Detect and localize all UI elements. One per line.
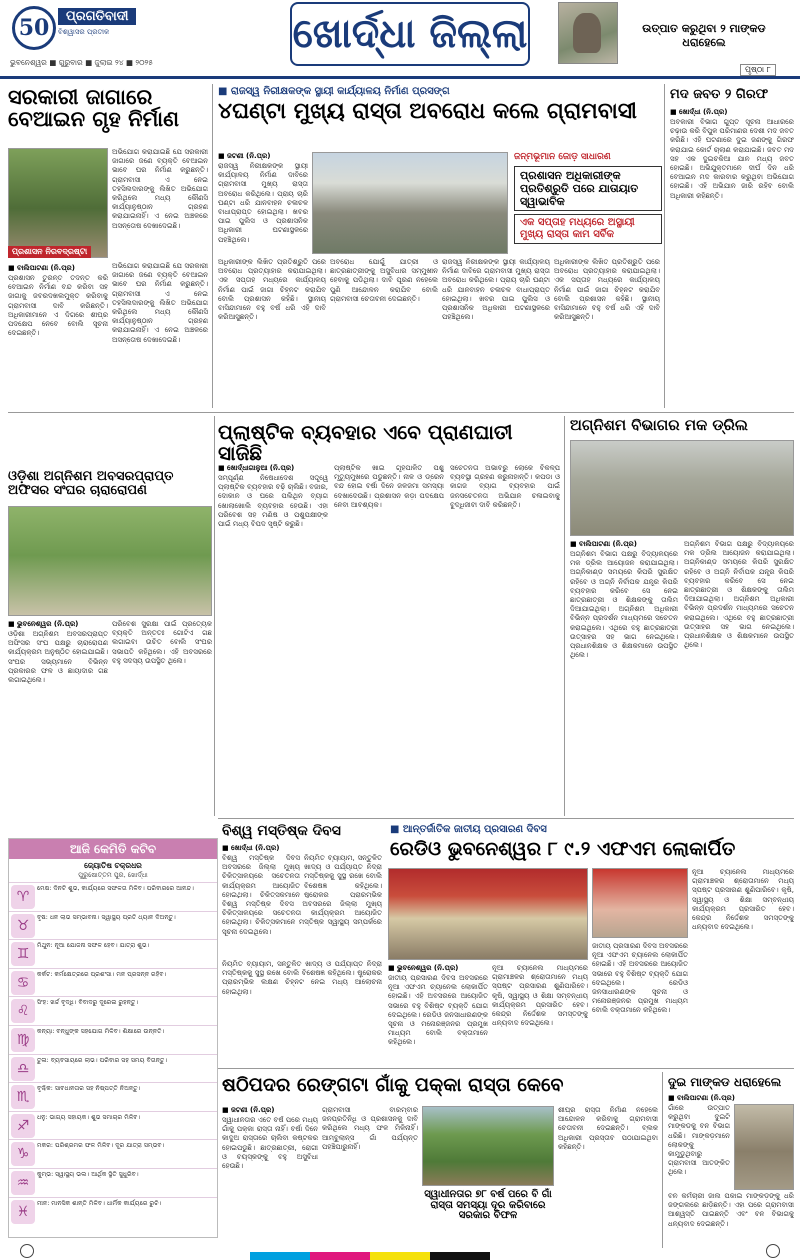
photo-fire-drill [570,440,794,536]
photo-radio-speaker [592,868,688,938]
body-radio-c: ଜାତୀୟ ପ୍ରସାରଣ ଦିବସ ଅବସରରେ ନୂଆ ଏଫଏମ ଚ୍ୟାନେଲ ଲୋକାର୍ପିତ ହୋଇଛି। ଏହି ଅବସରରେ ଆୟୋଜିତ ସଭାରେ ବହୁ ବିଶିଷ୍ଟ ବ୍ୟକ୍ତି ଯୋଗ ଦେଇଥିଲେ। ରେଡିଓ ଜନସାଧାରଣଙ୍କ ସୂଚନା ଓ ମନୋରଞ୍ଜନର ପ୍ରମୁଖ ମାଧ୍ୟମ ବୋଲି ବକ୍ତାମାନେ କହିଥିଲେ। [592,942,688,1015]
body-radio-b: ନୂଆ ଚ୍ୟାନେଲ ମାଧ୍ୟମରେ ଗ୍ରାମାଞ୍ଚଳର ଶ୍ରୋତାମାନେ ମଧ୍ୟ ସ୍ପଷ୍ଟ ପ୍ରସାରଣ ଶୁଣିପାରିବେ। କୃଷି, ସ୍ୱାସ୍ଥ୍ୟ ଓ ଶିକ୍ଷା ସମ୍ବନ୍ଧୀୟ କାର୍ଯ୍ୟକ୍ରମ ପ୍ରସାରିତ ହେବ। କେନ୍ଦ୍ର ନିର୍ଦ୍ଦେଶକ ସମସ୍ତଙ୍କୁ ଧନ୍ୟବାଦ ଦେଇଥିଲେ। [492,964,588,1028]
headline-liquor: ମଦ ଜବତ ୨ ଗିରଫ [670,87,769,102]
dateline-liquor: ■ ଖୋର୍ଦ୍ଧା (ନି.ପ୍ର) [670,108,728,116]
horoscope-list [9,882,217,1225]
caption-illegal-house: ପ୍ରଶାସନ ନିରବଦ୍ରଷ୍ଟା [8,246,91,258]
zodiac-sign-icon: ♊ [11,942,35,966]
zodiac-sign-icon: ♎ [11,1057,35,1081]
horoscope-text: ଧନୁ: ଭାଗ୍ୟ ସହାୟକ। ଶୁଭ ସମାଚାର ମିଳିବ। [37,1113,141,1121]
horoscope-text: କୁମ୍ଭ: ସ୍ୱାସ୍ଥ୍ୟ ଭଲ। ଆର୍ଥିକ ସ୍ଥିତି ସୁଧୁରିବ। [37,1170,139,1178]
print-strip-yellow [370,1252,430,1260]
caption-village-road: ସ୍ୱାଧୀନତାର ୭୮ ବର୍ଷ ପରେ ବି ଗାଁ ରାସ୍ତା ସମସ୍ୟା ଦୂର କରିବାରେ ସରକାର ବିଫଳ [424,1189,552,1221]
photo-road-blockade [312,152,508,254]
horoscope-item [9,996,217,1025]
masthead-rule [0,76,800,79]
print-strip-magenta [310,1252,370,1260]
section-divider [8,412,794,413]
body-village-road-a: ସ୍ୱାଧୀନତାର ଏତେ ବର୍ଷ ପରେ ମଧ୍ୟ ଗାଁକୁ ପକ୍କା ରାସ୍ତା ନାହିଁ। ବର୍ଷା ଦିନେ କାଦୁଅ ରାସ୍ତାରେ ଚାଲିବା କଷ୍ଟକର ହୋଇପଡୁଛି। ଛାତ୍ରଛାତ୍ରୀ, ରୋଗୀ ଓ ବୟସ୍କଙ୍କୁ ବହୁ ଅସୁବିଧା ହେଉଛି। [222,1116,318,1171]
zodiac-sign-icon: ♋ [11,971,35,995]
body-plastic-b: ପ୍ଲାଷ୍ଟିକ ଖାଇ ଗୃହପାଳିତ ପଶୁ ମୃତ୍ୟୁମୁଖରେ ପଡୁଛନ୍ତି। ନାଳ ଓ ଡ୍ରେନ ବନ୍ଦ ହୋଇ ବର୍ଷା ଦିନେ ଜଳଜମା ସମସ୍ୟା ଦେଖାଦେଉଛି। ପ୍ରଶାସନ କଡ଼ା ପଦକ୍ଷେପ ନେବା ଆବଶ୍ୟକ। [334,464,444,509]
body-village-road-b: ଗ୍ରାମବାସୀ ବାରମ୍ବାର ଜନପ୍ରତିନିଧି ଓ ପ୍ରଶାସନକୁ ଦାବି କରିଥିଲେ ମଧ୍ୟ ଫଳ ମିଳିନାହିଁ। ଆମ୍ବୁଲାନ୍ସ ଗାଁ ପର୍ଯ୍ୟନ୍ତ ପହଞ୍ଚିପାରୁନାହିଁ। [322,1106,418,1151]
dateline-plastic: ■ ଖୋର୍ଦ୍ଧାଗାଳୁଆ (ନି.ପ୍ର) [218,464,295,472]
body-fire-drill-a: ଅଗ୍ନିଶମ ବିଭାଗ ପକ୍ଷରୁ ବିଦ୍ୟାଳୟରେ ମକ ଡ୍ରିଲ ଆୟୋଜନ କରାଯାଇଥିଲା। ଅଗ୍ନିକାଣ୍ଡ ସମୟରେ କିପରି ସୁରକ୍ଷିତ ରହିବେ ଓ ଅଗ୍ନି ନିର୍ବାପକ ଯନ୍ତ୍ର କିପରି ବ୍ୟବହାର କରିବେ ସେ ନେଇ ଛାତ୍ରଛାତ୍ରୀ ଓ ଶିକ୍ଷକଙ୍କୁ ତାଲିମ ଦିଆଯାଇଥିଲା। ଅଗ୍ନିଶମ ଅଧିକାରୀ ବିଭିନ୍ନ ପ୍ରଦର୍ଶନ ମାଧ୍ୟମରେ ସଚେତନ କରାଇଥିଲେ। ଏଥିରେ ବହୁ ଛାତ୍ରଛାତ୍ରୀ ଉତ୍ସାହର ସହ ଭାଗ ନେଇଥିଲେ। ପ୍ରଧାନଶିକ୍ଷକ ଓ ଶିକ୍ଷକମାନେ ଉପସ୍ଥିତ ଥିଲେ। [570,550,678,660]
dateline-illegal-house: ■ ବାଲିପାଟଣା (ନି.ପ୍ର) [8,264,75,272]
body-village-road-c: ଶୀଘ୍ର ରାସ୍ତା ନିର୍ମାଣ ନହେଲେ ଆନ୍ଦୋଳନ କରିବାକୁ ଗ୍ରାମବାସୀ ଚେତାବନୀ ଦେଇଛନ୍ତି। ବ୍ଲକ ଅଧିକାରୀ ପ୍ରସ୍ତାବ ପଠାଯାଇଥିବା କହିଛନ୍ତି। [558,1106,658,1151]
horoscope-text: ମେଷ: ଦିନଟି ଶୁଭ, କାର୍ଯ୍ୟରେ ସଫଳତା ମିଳିବ। ପରିବାରରେ ଆନନ୍ଦ। [37,885,194,892]
horoscope-text: ସିଂହ: ଖର୍ଚ୍ଚ ବୃଦ୍ଧି। ବିବାଦରୁ ଦୂରେଇ ରୁହନ୍ତୁ। [37,999,139,1007]
horoscope-item [9,1197,217,1226]
body-plastic-a: ସମ୍ପୂର୍ଣ୍ଣ ନିଷେଧାଦେଶ ସତ୍ତ୍ୱେ ପ୍ଲାଷ୍ଟିକ ବ୍ୟବହାର ବଢ଼ି ଚାଲିଛି। ବଜାର, ଦୋକାନ ଓ ଘରେ ପଲିଥିନ ବ୍ୟାଗ ଖୋଲାଖୋଲି ବ୍ୟବହାର ହେଉଛି। ଏହା ପରିବେଶ ସହ ମଣିଷ ଓ ପଶୁପକ୍ଷୀଙ୍କ ପାଇଁ ମଧ୍ୟ ବିପଦ ସୃଷ୍ଟି କରୁଛି। [218,474,328,529]
body-brain-day-a: ବିଶ୍ୱ ମସ୍ତିଷ୍କ ଦିବସ ଅବସରରେ ଜିଲ୍ଲା ମୁଖ୍ୟ ଚିକିତ୍ସାଳୟରେ ସଚେତନତା କାର୍ଯ୍ୟକ୍ରମ ଆୟୋଜିତ ହୋଇଥିଲା। ଚିକିତ୍ସକମାନେ [222,854,300,898]
horoscope-item [9,1111,217,1140]
photo-village-road [422,1106,554,1186]
horoscope-text: ମିଥୁନ: ନୂଆ ଯୋଜନା ସଫଳ ହେବ। ଯାତ୍ରା ଶୁଭ। [37,942,150,950]
photo-radio [388,868,588,960]
horoscope-item [9,1025,217,1054]
body-radio-d: ନୂଆ ଚ୍ୟାନେଲ ମାଧ୍ୟମରେ ଗ୍ରାମାଞ୍ଚଳର ଶ୍ରୋତାମାନେ ମଧ୍ୟ ସ୍ପଷ୍ଟ ପ୍ରସାରଣ ଶୁଣିପାରିବେ। କୃଷି, ସ୍ୱାସ୍ଥ୍ୟ ଓ ଶିକ୍ଷା ସମ୍ବନ୍ଧୀୟ କାର୍ଯ୍ୟକ୍ରମ ପ୍ରସାରିତ ହେବ। କେନ୍ଦ୍ର ନିର୍ଦ୍ଦେଶକ ସମସ୍ତଙ୍କୁ ଧନ୍ୟବାଦ ଦେଇଥିଲେ। [692,868,794,932]
photo-monkeys [734,1104,794,1190]
dateline-brain-day: ■ ଖୋର୍ଦ୍ଧା (ନି.ପ୍ର) [222,844,280,852]
issue-dateline: ଭୁବନେଶ୍ୱର ■ ଗୁରୁବାର ■ ଜୁଲାଇ ୨୪ ■ ୨୦୨୫ [10,58,153,67]
body-road-blockade-d: ରାଜସ୍ୱ ନିରୀକ୍ଷକଙ୍କ ସ୍ଥାୟୀ କାର୍ଯ୍ୟାଳୟ ନିର୍ମାଣ ଦାବିରେ ଗ୍ରାମବାସୀ ମୁଖ୍ୟ ରାସ୍ତା ଅବରୋଧ କରିଥିଲେ। ପ୍ରାୟ ଚାରି ଘଣ୍ଟା ଧରି ଯାନବାହନ ଚଳାଚଳ ବାଧାପ୍ରାପ୍ତ ହୋଇଥିଲା। ଖବର ପାଇ ପୁଲିସ ଓ ପ୍ରଶାସନିକ ଅଧିକାରୀ ଘଟଣାସ୍ଥଳରେ ପହଞ୍ଚିଥିଲେ। [442,258,550,322]
horoscope-address: ପୁରୁଷୋତ୍ତମ ପୁର, ଖୋର୍ଦ୍ଧା [78,871,148,879]
kicker-radio: ■ ଆନ୍ତର୍ଜାତିକ ଜାତୀୟ ପ୍ରସାରଣ ଦିବସ [390,824,547,835]
teaser-headline: ଉତ୍ପାତ କରୁଥିବା ୨ ମାଙ୍କଡ ଧରାହେଲେ [642,22,766,49]
photo-illegal-house [8,148,108,258]
horoscope-item [9,911,217,940]
horoscope-item [9,882,217,911]
subhead-box-1: ପ୍ରଶାସନ ଅଧିକାରୀଙ୍କ ପ୍ରତିଶ୍ରୁତି ପରେ ଯାତାୟାତ ସ୍ୱାଭାବିକ [514,166,662,211]
headline-brain-day: ବିଶ୍ୱ ମସ୍ତିଷ୍କ ଦିବସ [222,823,341,839]
horoscope-title: ଆଜି କେମିତି କଟିବ [9,839,217,859]
zodiac-sign-icon: ♍ [11,1028,35,1052]
zodiac-sign-icon: ♐ [11,1114,35,1138]
section-divider [218,1068,794,1069]
print-strip-black [430,1252,490,1260]
zodiac-sign-icon: ♈ [11,885,35,909]
zodiac-sign-icon: ♒ [11,1171,35,1195]
dateline-radio: ■ ଭୁବନେଶ୍ୱର (ନି.ପ୍ର) [388,964,459,972]
body-road-blockade-a: ରାଜସ୍ୱ ନିରୀକ୍ଷକଙ୍କ ସ୍ଥାୟୀ କାର୍ଯ୍ୟାଳୟ ନିର୍ମାଣ ଦାବିରେ ଗ୍ରାମବାସୀ ମୁଖ୍ୟ ରାସ୍ତା ଅବରୋଧ କରିଥିଲେ। ପ୍ରାୟ ଚାରି ଘଣ୍ଟା ଧରି ଯାନବାହନ ଚଳାଚଳ ବାଧାପ୍ରାପ୍ତ ହୋଇଥିଲା। ଖବର ପାଇ ପୁଲିସ ଓ ପ୍ରଶାସନିକ ଅଧିକାରୀ ଘଟଣାସ୍ଥଳରେ ପହଞ୍ଚିଥିଲେ। [218,162,308,244]
page-number: ପୃଷ୍ଠା ୮ [740,64,776,76]
zodiac-sign-icon: ♓ [11,1200,35,1224]
headline-fire-drill: ଅଗ୍ନିଶମ ବିଭାଗର ମକ ଡ୍ରିଲ [570,416,748,434]
horoscope-item [9,1168,217,1197]
body-brain-day-d: ନିୟମିତ ବ୍ୟାୟାମ, ସନ୍ତୁଳିତ ଖାଦ୍ୟ ଓ ପର୍ଯ୍ୟାପ୍ତ ନିଦ୍ରା ମସ୍ତିଷ୍କକୁ ସୁସ୍ଥ ରଖେ ବୋଲି ବିଶେଷଜ୍ଞ କହିଥିଲେ। ଷ୍ଟ୍ରୋକର ପ୍ରାରମ୍ଭିକ ଲକ୍ଷଣ ଚିହ୍ନଟ ନେଇ ମଧ୍ୟ ଆଲୋଚନା ହୋଇଥିଲା। [222,960,382,996]
dateline-road-blockade: ■ ଜଟଣୀ (ନି.ପ୍ର) [218,152,271,160]
body-monkeys-a: ଗାଁରେ ଉତ୍ପାତ କରୁଥିବା ଦୁଇଟି ମାଙ୍କଡକୁ ବନ ବିଭାଗ ଧରିଛି। ମାଙ୍କଡ଼ମାନେ ଲୋକଙ୍କୁ କାମୁଡୁଥିବାରୁ ଗ୍ରାମବାସୀ ଆତଙ୍କିତ ଥିଲେ। [668,1104,730,1177]
column-divider [664,84,665,408]
horoscope-text: କନ୍ୟା: ବନ୍ଧୁଙ୍କ ସହଯୋଗ ମିଳିବ। ଶିକ୍ଷାରେ ଉନ୍ନତି। [37,1027,165,1035]
horoscope-text: ବୃଶ୍ଚିକ: ସାବଧାନତାର ସହ ନିଷ୍ପତ୍ତି ନିଅନ୍ତୁ। [37,1085,141,1093]
masthead [0,0,800,78]
horoscope-text: ମକର: ପରିଶ୍ରମର ଫଳ ମିଳିବ। ଦୂର ଯାତ୍ରା ସମ୍ଭବ। [37,1142,165,1150]
body-plastic-c: ସଚେତନତା ଅଭାବରୁ ଲୋକେ ବିକଳ୍ପ ବ୍ୟବସ୍ଥା ଗ୍ରହଣ କରୁନାହାନ୍ତି। କପଡା ଓ କାଗଜ ବ୍ୟାଗ ବ୍ୟବହାର ପାଇଁ ଜନସଚେତନତା ଅଭିଯାନ ଚଳାଇବାକୁ ବୁଦ୍ଧିଜୀବୀ ଦାବି କରିଛନ୍ତି। [450,464,560,509]
kicker-road-blockade: ■ ରାଜସ୍ୱ ନିରୀକ୍ଷକଙ୍କ ସ୍ଥାୟୀ କାର୍ଯ୍ୟାଳୟ ନିର୍ମାଣ ପ୍ରସଙ୍ଗ [218,86,450,97]
zodiac-sign-icon: ♑ [11,1142,35,1166]
subhead-box-2: ଏକ ସପ୍ତାହ ମଧ୍ୟରେ ଅସ୍ଥାୟୀ ମୁଖ୍ୟ ରାସ୍ତା କାମ ସର୍ବିକ [514,214,662,244]
column-divider [662,1072,663,1248]
dateline-monkeys: ■ ବାଲିପାଟଣା (ନି.ପ୍ର) [668,1094,735,1102]
headline-illegal-house: ସରକାରୀ ଜାଗାରେ ବେଆଇନ ଗୃହ ନିର୍ମାଣ [8,85,179,132]
tag-road-blockade: ଜନ୍ମଭୂମାନ ଜୋଡ଼ ସାଧାରଣ [514,152,611,162]
registration-mark-icon [766,1244,780,1258]
headline-village-road: ଷଠିପଦର ରେଙ୍ଗଟା ଗାଁକୁ ପକ୍କା ରାସ୍ତା କେବେ [222,1074,564,1096]
column-divider [212,84,213,408]
body-fire-drill-b: ଅଗ୍ନିଶମ ବିଭାଗ ପକ୍ଷରୁ ବିଦ୍ୟାଳୟରେ ମକ ଡ୍ରିଲ ଆୟୋଜନ କରାଯାଇଥିଲା। ଅଗ୍ନିକାଣ୍ଡ ସମୟରେ କିପରି ସୁରକ୍ଷିତ ରହିବେ ଓ ଅଗ୍ନି ନିର୍ବାପକ ଯନ୍ତ୍ର କିପରି ବ୍ୟବହାର କରିବେ ସେ ନେଇ ଛାତ୍ରଛାତ୍ରୀ ଓ ଶିକ୍ଷକଙ୍କୁ ତାଲିମ ଦିଆଯାଇଥିଲା। ଅଗ୍ନିଶମ ଅଧିକାରୀ ବିଭିନ୍ନ ପ୍ରଦର୍ଶନ ମାଧ୍ୟମରେ ସଚେତନ କରାଇଥିଲେ। ଏଥିରେ ବହୁ ଛାତ୍ରଛାତ୍ରୀ ଉତ୍ସାହର ସହ ଭାଗ ନେଇଥିଲେ। ପ୍ରଧାନଶିକ୍ଷକ ଓ ଶିକ୍ଷକମାନେ ଉପସ୍ଥିତ ଥିଲେ। [684,540,794,650]
body-road-blockade-e: ଅଧିକାରୀଙ୍କ ଲିଖିତ ପ୍ରତିଶ୍ରୁତି ପରେ ଅବରୋଧ ପ୍ରତ୍ୟାହାର କରାଯାଇଥିଲା। ଏକ ସପ୍ତାହ ମଧ୍ୟରେ କାର୍ଯ୍ୟାଳୟ ନିର୍ମାଣ ପାଇଁ ଜାଗା ଚିହ୍ନଟ କରାଯିବ ବୋଲି ପ୍ରଶାସନ କହିଛି। ସ୍ଥାନୀୟ ବାସିନ୍ଦାମାନେ ବହୁ ବର୍ଷ ଧରି ଏହି ଦାବି କରିଆସୁଛନ୍ତି। [554,258,660,322]
horoscope-item [9,1139,217,1168]
dateline-village-road: ■ ଜଟଣୀ (ନି.ପ୍ର) [222,1106,275,1114]
horoscope-text: ମୀନ: ମାନସିକ ଶାନ୍ତି ମିଳିବ। ଧାର୍ମିକ କାର୍ଯ୍ୟରେ ରୁଚି। [37,1199,162,1207]
body-liquor: ଅବକାରୀ ବିଭାଗ ଗୁପ୍ତ ସୂଚନା ଆଧାରରେ ଚଢ଼ାଉ କରି ବିପୁଳ ପରିମାଣର ଦେଶୀ ମଦ ଜବତ କରିଛି। ଏହି ଘଟଣାରେ ଦୁଇ ଜଣଙ୍କୁ ଗିରଫ କରାଯାଇ କୋର୍ଟ ଚାଲାଣ କରାଯାଇଛି। ଜବତ ମଦ ସହ ଏକ ଦୁଇଚକିଆ ଯାନ ମଧ୍ୟ ଜବତ ହୋଇଛି। ଅଭିଯୁକ୍ତମାନେ ଦୀର୍ଘ ଦିନ ଧରି ବେଆଇନ ମଦ କାରବାର କରୁଥିବା ଅଭିଯୋଗ ହୋଇଛି। ଏହି ଅଭିଯାନ ଜାରି ରହିବ ବୋଲି ଅଧିକାରୀ କହିଛନ୍ତି। [670,118,794,200]
horoscope-author: ଜ୍ୟୋତିଷ ଚକ୍ରଧର [84,861,142,870]
body-road-blockade-c: ଅବରୋଧ ଯୋଗୁଁ ଯାତ୍ରୀ ଓ ଛାତ୍ରଛାତ୍ରୀଙ୍କୁ ଅସୁବିଧାର ସମ୍ମୁଖୀନ ହେବାକୁ ପଡିଥିଲା। ଦାବି ପୂରଣ ନହେଲେ ପୁଣି ଆନ୍ଦୋଳନ କରାଯିବ ବୋଲି ଗ୍ରାମବାସୀ ଚେତାବନୀ ଦେଇଛନ୍ତି। [330,258,438,303]
section-divider [218,818,794,819]
body-road-blockade-b: ଅଧିକାରୀଙ୍କ ଲିଖିତ ପ୍ରତିଶ୍ରୁତି ପରେ ଅବରୋଧ ପ୍ରତ୍ୟାହାର କରାଯାଇଥିଲା। ଏକ ସପ୍ତାହ ମଧ୍ୟରେ କାର୍ଯ୍ୟାଳୟ ନିର୍ମାଣ ପାଇଁ ଜାଗା ଚିହ୍ନଟ କରାଯିବ ବୋଲି ପ୍ରଶାସନ କହିଛି। ସ୍ଥାନୀୟ ବାସିନ୍ଦାମାନେ ବହୁ ବର୍ଷ ଧରି ଏହି ଦାବି କରିଆସୁଛନ୍ତି। [218,258,326,322]
registration-mark-icon [20,1244,34,1258]
headline-road-blockade: ୪ଘଣ୍ଟା ମୁଖ୍ୟ ରାସ୍ତା ଅବରୋଧ କଲେ ଗ୍ରାମବାସୀ [218,99,637,124]
horoscope-item [9,1082,217,1111]
horoscope-text: ତୁଳା: ବ୍ୟବସାୟରେ ଲାଭ। ପରିବାର ସହ ସମୟ ବିତାନ୍ତୁ। [37,1056,168,1064]
horoscope-text: ବୃଷ: ଧନ ଲାଭ ସମ୍ଭାବନା। ସ୍ୱାସ୍ଥ୍ୟ ପ୍ରତି ଧ୍ୟାନ ଦିଅନ୍ତୁ। [37,913,176,921]
photo-plantation [8,506,212,616]
column-divider [564,416,565,816]
column-divider [214,416,215,816]
headline-plastic: ପ୍ଲାଷ୍ଟିକ ବ୍ୟବହାର ଏବେ ପ୍ରାଣଘାତୀ ସାଜିଛି [218,420,513,465]
anniversary-number: 50 [18,15,50,41]
body-plantation-b: ପରିବେଶ ସୁରକ୍ଷା ପାଇଁ ପ୍ରତ୍ୟେକ ବ୍ୟକ୍ତି ଅନ୍ତତଃ ଗୋଟିଏ ଗଛ ଲଗାଇବା ଉଚିତ ବୋଲି ସଂଘର ସଭାପତି କହିଥିଲେ। ଏହି ଅବସରରେ ବହୁ ସଦସ୍ୟ ଉପସ୍ଥିତ ଥିଲେ। [112,620,212,665]
horoscope-item [9,968,217,997]
body-monkeys-b: ବନ କର୍ମଚାରୀ ଜାଲ ପକାଇ ମାଙ୍କଡ଼ଙ୍କୁ ଧରି ଜଙ୍ଗଲରେ ଛାଡ଼ିଛନ୍ତି। ଏହା ପରେ ଗ୍ରାମବାସୀ ଆଶ୍ୱସ୍ତି ପାଇଛନ୍ତି ଏବଂ ବନ ବିଭାଗକୁ ଧନ୍ୟବାଦ ଦେଇଛନ୍ତି। [668,1192,794,1228]
horoscope-box [8,838,218,1238]
print-strip-cyan [250,1252,310,1260]
horoscope-item [9,1054,217,1083]
horoscope-item [9,939,217,968]
body-brain-day-c: ବିଶ୍ୱ ମସ୍ତିଷ୍କ ଦିବସ ଅବସରରେ ଜିଲ୍ଲା ମୁଖ୍ୟ ଚିକିତ୍ସାଳୟରେ ସଚେତନତା କାର୍ଯ୍ୟକ୍ରମ ଆୟୋଜିତ ହୋଇଥିଲା। ଚିକିତ୍ସକମାନେ ମସ୍ତିଷ୍କ ସ୍ୱାସ୍ଥ୍ୟ ସମ୍ପର୍କରେ ସୂଚନା ଦେଇଥିଲେ। [222,900,382,936]
body-illegal-house-a: ଅଭିଯୋଗ କରାଯାଇଛି ଯେ ସରକାରୀ ଜାଗାରେ ଜଣେ ବ୍ୟକ୍ତି ବେଆଇନ ଭାବେ ଘର ନିର୍ମାଣ କରୁଛନ୍ତି। ଗ୍ରାମବାସୀ ଏ ନେଇ ତହସିଲଦାରଙ୍କୁ ଲିଖିତ ଅଭିଯୋଗ କରିଥିଲେ ମଧ୍ୟ କୌଣସି କାର୍ଯ୍ୟାନୁଷ୍ଠାନ ଗ୍ରହଣ କରାଯାଇନାହିଁ। ଏ ନେଇ ଅଞ୍ଚଳରେ ଅସନ୍ତୋଷ ଦେଖାଦେଇଛି। [112,148,208,230]
headline-monkeys: ଦୁଇ ମାଙ୍କଡ ଧରାହେଲେ [668,1075,782,1089]
body-illegal-house-b: ପ୍ରଶାସନ ତୁରନ୍ତ ତଦନ୍ତ କରି ବେଆଇନ ନିର୍ମାଣ ବନ୍ଦ କରିବା ସହ ଜାଗାକୁ ଜବରଦଖଲମୁକ୍ତ କରିବାକୁ ଗ୍ରାମବାସୀ ଦାବି କରିଛନ୍ତି। ଅଧିକାରୀମାନେ ଏ ଦିଗରେ ଶୀଘ୍ର ପଦକ୍ଷେପ ନେବେ ବୋଲି ସୂଚନା ଦେଇଛନ୍ତି। [8,274,108,338]
zodiac-sign-icon: ♏ [11,1085,35,1109]
body-radio-a: ଜାତୀୟ ପ୍ରସାରଣ ଦିବସ ଅବସରରେ ନୂଆ ଏଫଏମ ଚ୍ୟାନେଲ ଲୋକାର୍ପିତ ହୋଇଛି। ଏହି ଅବସରରେ ଆୟୋଜିତ ସଭାରେ ବହୁ ବିଶିଷ୍ଟ ବ୍ୟକ୍ତି ଯୋଗ ଦେଇଥିଲେ। ରେଡିଓ ଜନସାଧାରଣଙ୍କ ସୂଚନା ଓ ମନୋରଞ୍ଜନର ପ୍ରମୁଖ ମାଧ୍ୟମ ବୋଲି ବକ୍ତାମାନେ କହିଥିଲେ। [388,974,488,1047]
page-title: ଖୋର୍ଦ୍ଧା ଜିଲ୍ଲା [290,2,530,66]
zodiac-sign-icon: ♉ [11,914,35,938]
body-illegal-house-c: ଅଭିଯୋଗ କରାଯାଇଛି ଯେ ସରକାରୀ ଜାଗାରେ ଜଣେ ବ୍ୟକ୍ତି ବେଆଇନ ଭାବେ ଘର ନିର୍ମାଣ କରୁଛନ୍ତି। ଗ୍ରାମବାସୀ ଏ ନେଇ ତହସିଲଦାରଙ୍କୁ ଲିଖିତ ଅଭିଯୋଗ କରିଥିଲେ ମଧ୍ୟ କୌଣସି କାର୍ଯ୍ୟାନୁଷ୍ଠାନ ଗ୍ରହଣ କରାଯାଇନାହିଁ। ଏ ନେଇ ଅଞ୍ଚଳରେ ଅସନ୍ତୋଷ ଦେଖାଦେଇଛି। [112,262,208,344]
body-plantation-a: ଓଡ଼ିଶା ଅଗ୍ନିଶମ ଅବସରପ୍ରାପ୍ତ ଅଫିସର ସଂଘ ପକ୍ଷରୁ ଚାରାରୋପଣ କାର୍ଯ୍ୟକ୍ରମ ଅନୁଷ୍ଠିତ ହୋଇଯାଇଛି। ସଂଘର ସଭ୍ୟମାନେ ବିଭିନ୍ନ ପ୍ରକାରର ଫଳ ଓ ଛାୟାଦାର ଗଛ ଲଗାଇଥିଲେ। [8,630,108,685]
newspaper-name: ପ୍ରଗତିବାଦୀ [58,8,136,25]
body-brain-day-b: ନିୟମିତ ବ୍ୟାୟାମ, ସନ୍ତୁଳିତ ଖାଦ୍ୟ ଓ ପର୍ଯ୍ୟାପ୍ତ ନିଦ୍ରା ମସ୍ତିଷ୍କକୁ ସୁସ୍ଥ ରଖେ ବୋଲି ବିଶେଷଜ୍ଞ କହିଥିଲେ। ଷ୍ଟ୍ରୋକର ପ୍ରାରମ୍ଭିକ [304,854,382,898]
horoscope-text: କର୍କଟ: କର୍ମକ୍ଷେତ୍ରରେ ପ୍ରଶଂସା। ମନ ପ୍ରସନ୍ନ ରହିବ। [37,970,167,978]
headline-radio: ରେଡିଓ ଭୁବନେଶ୍ୱର ୮ ୯.୨ ଏଫଏମ ଲୋକାର୍ପିତ [390,838,736,860]
dateline-fire-drill: ■ ବାଲିପାଟଣା (ନି.ପ୍ର) [570,540,637,548]
anniversary-logo [12,6,56,50]
newspaper-tagline: ବିଶ୍ୱାସର ପ୍ରତୀକ [58,28,110,36]
dateline-plantation: ■ ଭୁବନେଶ୍ୱର (ନି.ପ୍ର) [8,620,79,628]
headline-plantation: ଓଡ଼ିଶା ଅଗ୍ନିଶମ ଅବସରପ୍ରାପ୍ତ ଅଫିସର ସଂଘର ଚାରାରୋପଣ [8,469,174,498]
teaser-photo [558,2,618,64]
zodiac-sign-icon: ♌ [11,999,35,1023]
